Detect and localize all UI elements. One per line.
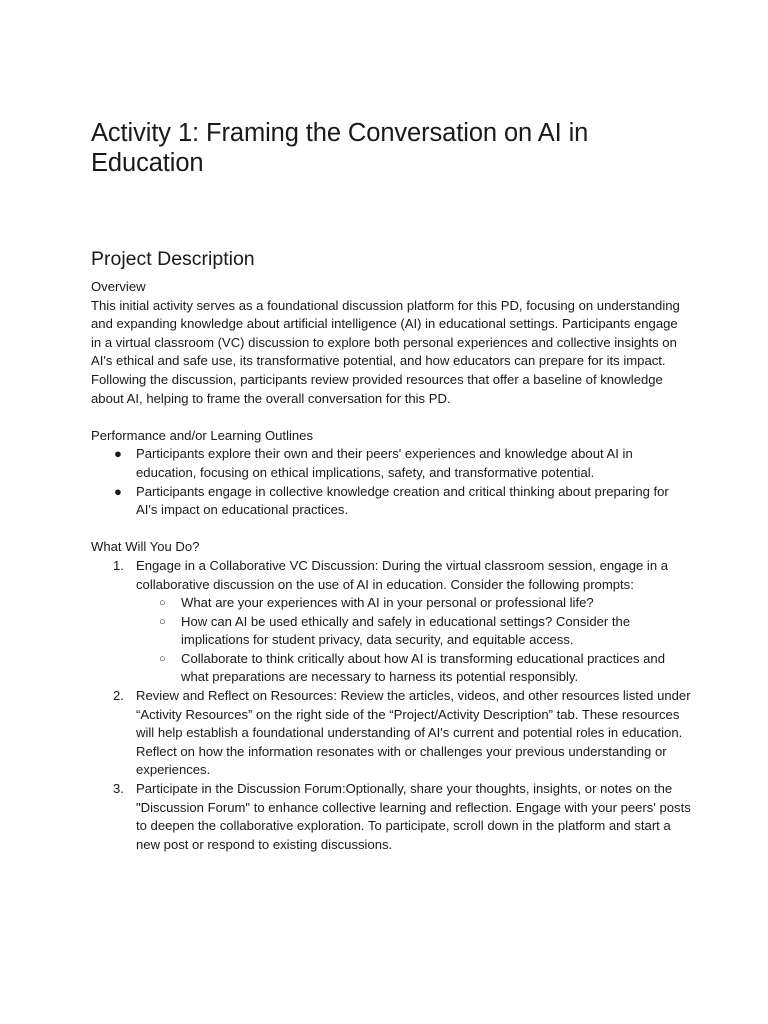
list-item-text: Participants explore their own and their peers' experiences and knowledge about AI in education, focusing on ethical implications, safety, and transformative potential.	[136, 446, 633, 480]
step-item	[113, 687, 691, 780]
step-text: Review and Reflect on Resources: Review the articles, videos, and other resources listed under “Activity Resources” on the right side of the “Project/Activity Description” tab. These resources will help establish a foundational understanding of AI's current and potential roles in education. Reflect on how the information resonates with or challenges your previous understanding or experiences.	[136, 688, 691, 778]
step-item	[113, 780, 691, 854]
steps-list	[91, 557, 691, 855]
step-text: Engage in a Collaborative VC Discussion: During the virtual classroom session, engage in a collaborative discussion on the use of AI in education. Consider the following prompts:	[136, 557, 669, 592]
list-item	[159, 650, 691, 687]
circle-bullet-icon: ○	[159, 615, 166, 628]
step-item	[113, 557, 691, 687]
prompts-list	[136, 594, 691, 687]
list-item-text: How can AI be used ethically and safely in educational settings? Consider the implications for student privacy, data security, and equitable access.	[181, 613, 631, 648]
list-item	[159, 613, 691, 650]
overview-label: Overview	[91, 279, 146, 294]
bullet-icon: ●	[114, 446, 122, 462]
circle-bullet-icon: ○	[159, 597, 166, 610]
overview-text: This initial activity serves as a foundational discussion platform for this PD, focusing on understanding and expanding knowledge about artificial intelligence (AI) in educational settings. Participants engage in a virtual classroom (VC) discussion to explore both personal experiences and collective insights on AI's ethical and safe use, its transformative potential, and how educators can prepare for its impact. Following the discussion, participants review provided resources that offer a baseline of knowledge about AI, helping to frame the overall conversation for this PD.	[91, 297, 680, 406]
list-item-text: Participants engage in collective knowledge creation and critical thinking about preparing for AI's impact on educational practices.	[136, 483, 669, 518]
list-item	[114, 483, 691, 520]
spacer	[91, 520, 691, 539]
list-item-text: Collaborate to think critically about how AI is transforming educational practices and what preparations are necessary to harness its potential responsibly.	[181, 650, 665, 685]
what-will-you-do-label: What Will You Do?	[91, 539, 200, 555]
step-number: 1.	[113, 557, 124, 573]
document-title: Activity 1: Framing the Conversation on AI in Education	[91, 119, 589, 177]
circle-bullet-icon: ○	[159, 652, 166, 665]
outlines-label: Performance and/or Learning Outlines	[91, 427, 313, 443]
list-item	[159, 594, 691, 613]
step-number: 2.	[113, 688, 124, 704]
document-body	[91, 278, 691, 854]
step-text: Participate in the Discussion Forum:Optionally, share your thoughts, insights, or notes on the "Discussion Forum" to enhance collective learning and reflection. Engage with your peers' posts to deepen the collaborative exploration. To participate, scroll down in the platform and start a new post or respond to existing discussions.	[136, 781, 691, 852]
step-number: 3.	[113, 781, 124, 797]
list-item-text: What are your experiences with AI in your personal or professional life?	[181, 595, 594, 611]
spacer	[91, 408, 691, 427]
list-item	[114, 445, 691, 482]
outlines-list	[91, 445, 691, 519]
bullet-icon: ●	[114, 483, 122, 499]
section-heading: Project Description	[91, 248, 255, 270]
